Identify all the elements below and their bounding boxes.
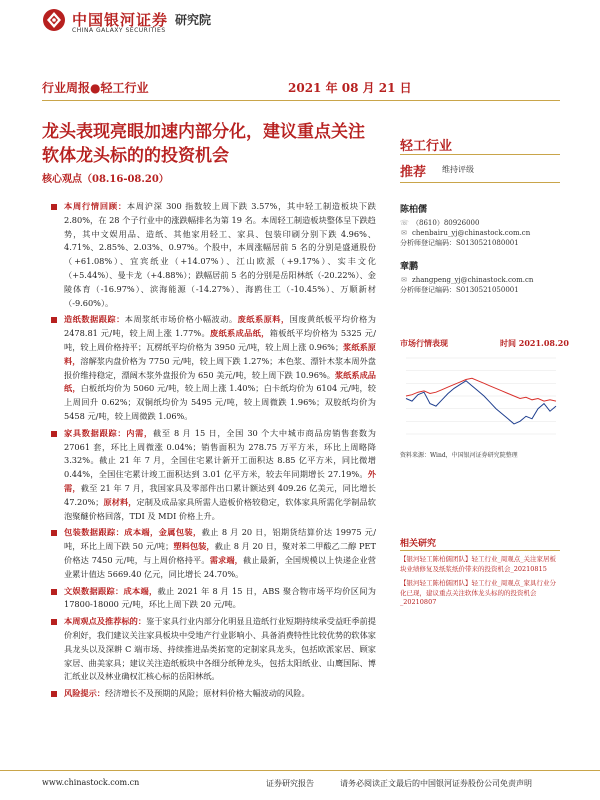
sidebar-divider bbox=[400, 154, 560, 155]
analyst-name: 章鹏 bbox=[400, 262, 419, 272]
body-paragraph bbox=[42, 200, 376, 310]
highlight-text: 成本端， bbox=[124, 527, 159, 538]
sidebar-divider bbox=[400, 550, 560, 551]
bullet-icon bbox=[51, 691, 57, 697]
paragraph-text: 国废黄纸板平均价格为 2478.81 元/吨，较上周上涨 1.77%。 bbox=[64, 314, 376, 339]
footer-disclaimer: 请务必阅读正文最后的中国银河证券股份公司免责声明 bbox=[340, 779, 532, 788]
galaxy-logo-icon bbox=[42, 8, 66, 32]
paragraph-text: 本周沪深 300 指数较上周下跌 3.57%，其中轻工制造板块下跌 2.80%，在 28 个子行业中的涨跌幅排名为第 19 名。本周轻工制造板块整体呈下跌趋势，其中文娱用品、造纸、其他家用轻工、家具、包装印刷分别下跌 4.96%、4.71%、2.85%、2.03%、0.97%。个股中，本周涨幅居前 5 名的分别是盛通股份（+61.08%）、宜宾纸业（+14.07%）、江山欧派（+9.17%）、实丰文化（+5.44%）、曼卡龙（+4.88%）；跌幅居前 5 名的分别是岳阳林纸（-20.22%）、金陵体育（-16.97%）、滨海能源（-14.27%）、海鸥住工（-10.45%）、万顺新材（-9.60%）。 bbox=[64, 201, 376, 308]
email-icon: ✉ bbox=[401, 229, 407, 237]
bullet-icon bbox=[51, 589, 57, 595]
rating-note: 维持评级 bbox=[442, 165, 474, 174]
related-research-link[interactable]: 【银河轻工陈柏儒团队】轻工行业_周观点_家具行业分化已现，建议重点关注软体龙头标的的投资机会_20210807 bbox=[400, 579, 556, 606]
paragraph-lead: 风险提示： bbox=[64, 688, 105, 699]
chart-date: 时间 2021.08.20 bbox=[500, 338, 569, 348]
analyst-email[interactable]: chenbairu_yj@chinastock.com.cn bbox=[412, 229, 531, 237]
report-title: 龙头表现亮眼加速内部分化，建议重点关注软体龙头标的的投资机会 bbox=[42, 122, 365, 166]
paragraph-text: 箱板纸平均价格为 5325 元/吨，较上周价格持平；瓦楞纸平均价格为 3950 元/吨，较上周上涨 0.96%； bbox=[64, 328, 376, 352]
paragraph-lead: 本周观点及推荐标的： bbox=[64, 616, 147, 627]
highlight-text: 金属包装， bbox=[158, 527, 202, 538]
rating-label: 推荐 bbox=[400, 165, 427, 180]
footer-divider bbox=[0, 770, 600, 771]
report-type: 行业周报●轻工行业 bbox=[42, 81, 149, 95]
highlight-text: 内需， bbox=[126, 427, 153, 438]
analyst-cert: 分析师登记编码：S0130521050001 bbox=[400, 286, 519, 294]
paragraph-text: 截止 8 月 20 日，聚对苯二甲酸乙二醇 PET 价格达 7450 元/吨，与上周价格持平。 bbox=[64, 541, 376, 565]
brand-name-en: CHINA GALAXY SECURITIES bbox=[72, 27, 166, 34]
chart-title: 市场行情表现 bbox=[400, 338, 448, 348]
header-divider bbox=[42, 100, 560, 101]
paragraph-text: 截至 8 月 15 日，全国 30 个大中城市商品房销售套数为 27061 套，环比上周微涨 0.04%；销售面积为 278.75 万平方米，环比上周略降 3.32%。截止 21 年 7 月，全国住宅累计新开工面积达 8.85 亿平方米，同比微增 0.44%，全国住宅累计竣工面积达到 3.01 亿平方米，较去年同期增长 27.19%。 bbox=[64, 427, 376, 480]
body-paragraph bbox=[42, 526, 376, 581]
paragraph-lead: 包装数据跟踪： bbox=[64, 527, 125, 538]
bullet-icon bbox=[51, 619, 57, 625]
body-paragraph bbox=[42, 585, 376, 613]
paragraph-text: 本周浆纸市场价格小幅波动。 bbox=[124, 314, 238, 325]
related-research-list bbox=[400, 555, 560, 613]
analyst-card bbox=[400, 205, 530, 248]
paragraph-text: 白板纸均价为 5060 元/吨，较上周上涨 1.40%；白卡纸均价为 6104 元/吨，较上周回升 0.62%；双铜纸均价为 5495 元/吨，较上周微跌 1.96%；双胶纸均价为 5458 元/吨，较上周微跌 1.06%。 bbox=[64, 383, 376, 421]
footer-url[interactable]: www.chinastock.com.cn bbox=[42, 778, 140, 787]
paragraph-text: 溶解浆内盘价格为 7750 元/吨，较上周下跌 1.27%；本色浆、漂针木浆本周外盘报价维持稳定，漂阔木浆外盘报价为 650 美元/吨，较上周下跌 10.96%。 bbox=[64, 355, 376, 380]
bullet-icon bbox=[51, 204, 57, 210]
highlight-text: 废纸系原料， bbox=[237, 314, 290, 325]
body-paragraph bbox=[42, 313, 376, 423]
paragraph-lead: 家具数据跟踪： bbox=[64, 427, 127, 438]
paragraph-text: 鉴于家具行业内部分化明显且造纸行业短期持续承受益旺季前提价利好，我们建议关注家具板块中受地产行业影响小、具备消费特性比较优势的软体家具龙头以及深耕 C 端市场、持续推进品类拓宽的定制家具龙头，包括欧派家居、顾家家居、曲美家具；建议关注造纸板块中各细分纸种龙头，包括太阳纸业、山鹰国际、博汇纸业以及林业确权汇核心标的岳阳林纸。 bbox=[64, 616, 376, 682]
bullet-icon bbox=[51, 431, 57, 437]
highlight-text: 塑料包装， bbox=[173, 541, 215, 552]
body-paragraph bbox=[42, 615, 376, 684]
analyst-cert: 分析师登记编码：S0130521080001 bbox=[400, 239, 519, 247]
paragraph-lead: 文娱数据跟踪： bbox=[64, 585, 124, 596]
highlight-text: 外需， bbox=[64, 469, 376, 493]
chart-source: 资料来源：Wind，中国银河证券研究院整理 bbox=[400, 452, 518, 459]
paragraph-text: 截止 8 月 20 日，铝期货结算价达 19975 元/吨，环比上周下跌 50 元/吨； bbox=[64, 527, 376, 552]
report-date: 2021 年 08 月 21 日 bbox=[288, 81, 412, 95]
paragraph-lead: 本周行情回顾： bbox=[64, 201, 127, 211]
body-paragraph bbox=[42, 687, 376, 701]
paragraph-text: 截止 2021 年 8 月 15 日，ABS 聚合物市场平均价区间为 17800-18000 元/吨，环比上周下跌 20 元/吨。 bbox=[64, 585, 376, 610]
bullet-icon bbox=[51, 317, 57, 323]
paragraph-text: 定制及成品家具所需人造板价格较稳定，软体家具所需化学制品软泡聚醚价格回落，TDI 及 MDI 价格上升。 bbox=[64, 496, 376, 521]
related-research-heading: 相关研究 bbox=[400, 539, 437, 549]
highlight-text: 成本端， bbox=[123, 585, 158, 596]
highlight-text: 浆纸系原料， bbox=[64, 341, 376, 366]
highlight-text: 浆纸系成品纸， bbox=[64, 369, 376, 394]
analyst-email[interactable]: zhangpeng_yj@chinastock.com.cn bbox=[412, 276, 534, 284]
paragraph-text: 经济增长不及预期的风险；原材料价格大幅波动的风险。 bbox=[104, 688, 310, 699]
chart-series-line bbox=[406, 378, 556, 401]
report-body bbox=[42, 200, 376, 704]
paragraph-lead: 造纸数据跟踪： bbox=[64, 314, 125, 325]
chart-series-line bbox=[406, 381, 556, 424]
paragraph-text: 截止最新，全国规模以上快递企业营业累计值达 5669.40 亿元，同比增长 24.70%。 bbox=[64, 554, 376, 579]
core-view-heading: 核心观点（08.16-08.20） bbox=[42, 174, 169, 185]
related-research-link[interactable]: 【银河轻工陈柏儒团队】轻工行业_周观点_关注家居板块业绩修复及纸浆纸价带来的投资机会_20210815 bbox=[400, 555, 556, 573]
highlight-text: 需求端， bbox=[209, 554, 243, 565]
body-paragraph bbox=[42, 427, 376, 524]
industry-label: 轻工行业 bbox=[400, 139, 453, 154]
footer-product: 证券研究报告 bbox=[266, 779, 314, 788]
brand-name-cn: 中国银河证券 bbox=[72, 11, 169, 29]
sidebar-divider bbox=[400, 182, 560, 183]
paragraph-text: 截至 21 年 7 月，我国家具及零部件出口累计额达到 409.26 亿美元，同比增长 47.20%； bbox=[64, 482, 376, 507]
highlight-text: 废纸系成品纸， bbox=[209, 328, 270, 339]
email-icon: ✉ bbox=[401, 276, 407, 284]
bullet-icon bbox=[51, 530, 57, 536]
analyst-card bbox=[400, 262, 533, 295]
research-institute-label: 研究院 bbox=[175, 13, 212, 27]
market-performance-chart bbox=[400, 352, 560, 442]
highlight-text: 原材料， bbox=[103, 496, 137, 507]
phone-icon: ☏ bbox=[400, 219, 409, 227]
analyst-name: 陈柏儒 bbox=[400, 205, 428, 215]
analyst-phone: （8610）80926000 bbox=[412, 219, 480, 227]
